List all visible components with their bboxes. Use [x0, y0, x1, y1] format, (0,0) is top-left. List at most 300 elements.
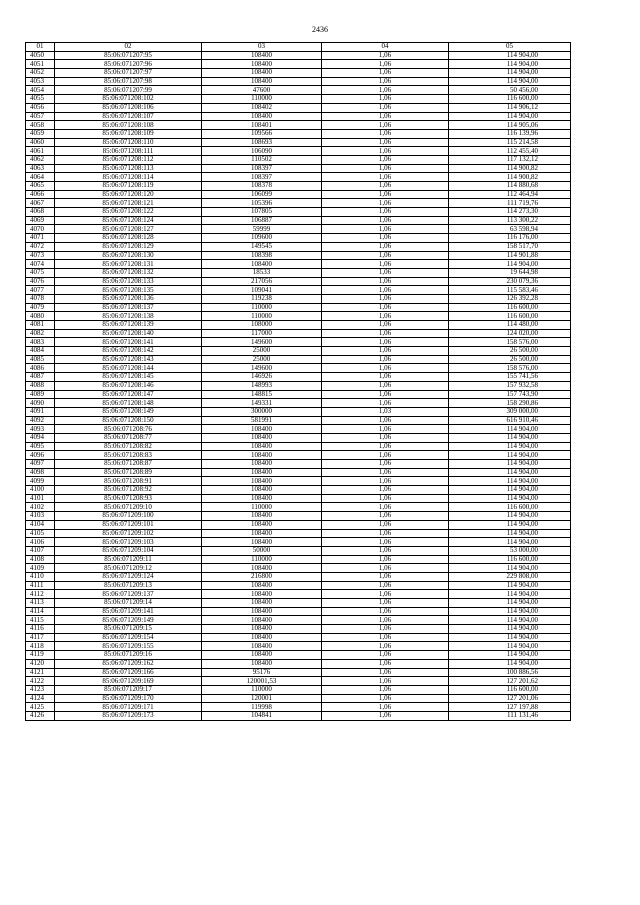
- coefficient-cell: 1,06: [322, 529, 449, 538]
- amount-cell: 114 905,06: [449, 121, 571, 130]
- row-number-cell: 4111: [26, 581, 55, 590]
- row-number-cell: 4110: [26, 572, 55, 581]
- cadastral-number-cell: 85:06:071208:131: [55, 260, 202, 269]
- value-cell: 108400: [202, 468, 322, 477]
- coefficient-cell: 1,06: [322, 242, 449, 251]
- coefficient-cell: 1,06: [322, 173, 449, 182]
- value-cell: 119998: [202, 703, 322, 712]
- coefficient-cell: 1,06: [322, 321, 449, 330]
- row-number-cell: 4051: [26, 60, 55, 69]
- table-row: [26, 338, 571, 347]
- table-row: [26, 173, 571, 182]
- cadastral-number-cell: 85:06:071208:144: [55, 364, 202, 373]
- row-number-cell: 4086: [26, 364, 55, 373]
- value-cell: 106099: [202, 190, 322, 199]
- coefficient-cell: 1,06: [322, 460, 449, 469]
- value-cell: 108400: [202, 77, 322, 86]
- value-cell: 109566: [202, 129, 322, 138]
- cadastral-number-cell: 85:06:071209:141: [55, 607, 202, 616]
- coefficient-cell: 1,06: [322, 685, 449, 694]
- value-cell: 581991: [202, 416, 322, 425]
- cadastral-number-cell: 85:06:071208:133: [55, 277, 202, 286]
- row-number-cell: 4091: [26, 407, 55, 416]
- cadastral-number-cell: 85:06:071209:169: [55, 677, 202, 686]
- amount-cell: 116 600,00: [449, 95, 571, 104]
- row-number-cell: 4080: [26, 312, 55, 321]
- table-row: [26, 416, 571, 425]
- row-number-cell: 4068: [26, 208, 55, 217]
- cadastral-number-cell: 85:06:071208:92: [55, 486, 202, 495]
- value-cell: 109041: [202, 286, 322, 295]
- value-cell: 108400: [202, 460, 322, 469]
- value-cell: 108400: [202, 581, 322, 590]
- table-row: [26, 520, 571, 529]
- row-number-cell: 4109: [26, 564, 55, 573]
- coefficient-cell: 1,06: [322, 69, 449, 78]
- coefficient-cell: 1,06: [322, 312, 449, 321]
- coefficient-cell: 1,06: [322, 633, 449, 642]
- row-number-cell: 4103: [26, 512, 55, 521]
- amount-cell: 114 904,00: [449, 590, 571, 599]
- value-cell: 104841: [202, 711, 322, 720]
- value-cell: 105396: [202, 199, 322, 208]
- row-number-cell: 4079: [26, 303, 55, 312]
- row-number-cell: 4126: [26, 711, 55, 720]
- value-cell: 108397: [202, 164, 322, 173]
- coefficient-cell: 1,06: [322, 416, 449, 425]
- amount-cell: 114 904,00: [449, 659, 571, 668]
- amount-cell: 114 904,00: [449, 633, 571, 642]
- amount-cell: 126 392,28: [449, 294, 571, 303]
- row-number-cell: 4116: [26, 625, 55, 634]
- amount-cell: 114 904,00: [449, 512, 571, 521]
- cadastral-number-cell: 85:06:071209:162: [55, 659, 202, 668]
- value-cell: 108397: [202, 173, 322, 182]
- coefficient-cell: 1,06: [322, 138, 449, 147]
- value-cell: 95176: [202, 668, 322, 677]
- table-row: [26, 216, 571, 225]
- amount-cell: 113 300,22: [449, 216, 571, 225]
- row-number-cell: 4050: [26, 51, 55, 60]
- row-number-cell: 4059: [26, 129, 55, 138]
- value-cell: 108401: [202, 121, 322, 130]
- coefficient-cell: 1,06: [322, 373, 449, 382]
- amount-cell: 157 743,90: [449, 390, 571, 399]
- coefficient-cell: 1,06: [322, 442, 449, 451]
- cadastral-number-cell: 85:06:071209:15: [55, 625, 202, 634]
- cadastral-number-cell: 85:06:071208:149: [55, 407, 202, 416]
- value-cell: 25000: [202, 347, 322, 356]
- row-number-cell: 4090: [26, 399, 55, 408]
- value-cell: 149545: [202, 242, 322, 251]
- row-number-cell: 4120: [26, 659, 55, 668]
- cadastral-number-cell: 85:06:071209:16: [55, 651, 202, 660]
- coefficient-cell: 1,06: [322, 147, 449, 156]
- value-cell: 108400: [202, 486, 322, 495]
- cadastral-number-cell: 85:06:071208:148: [55, 399, 202, 408]
- value-cell: 149600: [202, 338, 322, 347]
- cadastral-number-cell: 85:06:071209:124: [55, 572, 202, 581]
- value-cell: 149600: [202, 364, 322, 373]
- coefficient-cell: 1,06: [322, 225, 449, 234]
- table-row: [26, 69, 571, 78]
- table-row: [26, 564, 571, 573]
- coefficient-cell: 1,06: [322, 581, 449, 590]
- value-cell: 108400: [202, 538, 322, 547]
- amount-cell: 127 197,88: [449, 703, 571, 712]
- value-cell: 108378: [202, 182, 322, 191]
- value-cell: 106090: [202, 147, 322, 156]
- value-cell: 108400: [202, 659, 322, 668]
- row-number-cell: 4064: [26, 173, 55, 182]
- coefficient-cell: 1,06: [322, 303, 449, 312]
- row-number-cell: 4115: [26, 616, 55, 625]
- row-number-cell: 4114: [26, 607, 55, 616]
- row-number-cell: 4106: [26, 538, 55, 547]
- cadastral-number-cell: 85:06:071208:147: [55, 390, 202, 399]
- coefficient-cell: 1,06: [322, 129, 449, 138]
- value-cell: 108400: [202, 433, 322, 442]
- table-row: [26, 381, 571, 390]
- coefficient-cell: 1,06: [322, 546, 449, 555]
- row-number-cell: 4077: [26, 286, 55, 295]
- row-number-cell: 4073: [26, 251, 55, 260]
- cadastral-number-cell: 85:06:071207:97: [55, 69, 202, 78]
- value-cell: 108693: [202, 138, 322, 147]
- value-cell: 149331: [202, 399, 322, 408]
- amount-cell: 114 904,00: [449, 468, 571, 477]
- table-header-row: [26, 43, 571, 52]
- table-row: [26, 477, 571, 486]
- amount-cell: 158 576,00: [449, 364, 571, 373]
- cadastral-number-cell: 85:06:071208:145: [55, 373, 202, 382]
- coefficient-cell: 1,06: [322, 182, 449, 191]
- table-row: [26, 138, 571, 147]
- amount-cell: 116 600,00: [449, 685, 571, 694]
- value-cell: 25000: [202, 355, 322, 364]
- amount-cell: 117 132,12: [449, 155, 571, 164]
- amount-cell: 114 904,00: [449, 51, 571, 60]
- table-row: [26, 442, 571, 451]
- table-row: [26, 364, 571, 373]
- cadastral-number-cell: 85:06:071208:106: [55, 103, 202, 112]
- row-number-cell: 4093: [26, 425, 55, 434]
- column-header-04: 04: [322, 43, 449, 52]
- value-cell: 216800: [202, 572, 322, 581]
- amount-cell: 114 904,00: [449, 260, 571, 269]
- row-number-cell: 4102: [26, 503, 55, 512]
- amount-cell: 127 201,62: [449, 677, 571, 686]
- coefficient-cell: 1,06: [322, 503, 449, 512]
- row-number-cell: 4055: [26, 95, 55, 104]
- coefficient-cell: 1,06: [322, 694, 449, 703]
- table-row: [26, 625, 571, 634]
- cadastral-number-cell: 85:06:071209:173: [55, 711, 202, 720]
- row-number-cell: 4094: [26, 433, 55, 442]
- table-row: [26, 286, 571, 295]
- table-row: [26, 147, 571, 156]
- row-number-cell: 4124: [26, 694, 55, 703]
- value-cell: 108400: [202, 625, 322, 634]
- table-row: [26, 651, 571, 660]
- amount-cell: 114 906,12: [449, 103, 571, 112]
- coefficient-cell: 1,06: [322, 607, 449, 616]
- value-cell: 106887: [202, 216, 322, 225]
- table-row: [26, 425, 571, 434]
- row-number-cell: 4058: [26, 121, 55, 130]
- value-cell: 108000: [202, 321, 322, 330]
- value-cell: 108400: [202, 477, 322, 486]
- coefficient-cell: 1,06: [322, 425, 449, 434]
- table-row: [26, 312, 571, 321]
- coefficient-cell: 1,06: [322, 616, 449, 625]
- coefficient-cell: 1,03: [322, 407, 449, 416]
- coefficient-cell: 1,06: [322, 494, 449, 503]
- value-cell: 59999: [202, 225, 322, 234]
- coefficient-cell: 1,06: [322, 208, 449, 217]
- row-number-cell: 4083: [26, 338, 55, 347]
- row-number-cell: 4097: [26, 460, 55, 469]
- value-cell: 108400: [202, 51, 322, 60]
- coefficient-cell: 1,06: [322, 51, 449, 60]
- table-row: [26, 242, 571, 251]
- value-cell: 108400: [202, 607, 322, 616]
- cadastral-number-cell: 85:06:071209:154: [55, 633, 202, 642]
- cadastral-number-cell: 85:06:071209:149: [55, 616, 202, 625]
- cadastral-number-cell: 85:06:071208:82: [55, 442, 202, 451]
- row-number-cell: 4100: [26, 486, 55, 495]
- table-row: [26, 390, 571, 399]
- row-number-cell: 4082: [26, 329, 55, 338]
- amount-cell: 114 904,00: [449, 494, 571, 503]
- amount-cell: 111 131,46: [449, 711, 571, 720]
- coefficient-cell: 1,06: [322, 103, 449, 112]
- cadastral-number-cell: 85:06:071207:98: [55, 77, 202, 86]
- value-cell: 108400: [202, 112, 322, 121]
- value-cell: 108400: [202, 599, 322, 608]
- amount-cell: 114 904,00: [449, 69, 571, 78]
- value-cell: 300000: [202, 407, 322, 416]
- table-row: [26, 685, 571, 694]
- amount-cell: 114 900,82: [449, 173, 571, 182]
- value-cell: 108400: [202, 633, 322, 642]
- amount-cell: 158 576,00: [449, 338, 571, 347]
- amount-cell: 158 517,70: [449, 242, 571, 251]
- cadastral-number-cell: 85:06:071208:120: [55, 190, 202, 199]
- table-row: [26, 694, 571, 703]
- table-row: [26, 677, 571, 686]
- table-row: [26, 581, 571, 590]
- amount-cell: 116 600,00: [449, 303, 571, 312]
- row-number-cell: 4078: [26, 294, 55, 303]
- coefficient-cell: 1,06: [322, 234, 449, 243]
- table-row: [26, 599, 571, 608]
- row-number-cell: 4057: [26, 112, 55, 121]
- row-number-cell: 4071: [26, 234, 55, 243]
- row-number-cell: 4062: [26, 155, 55, 164]
- table-row: [26, 433, 571, 442]
- cadastral-number-cell: 85:06:071208:108: [55, 121, 202, 130]
- cadastral-number-cell: 85:06:071208:113: [55, 164, 202, 173]
- row-number-cell: 4081: [26, 321, 55, 330]
- coefficient-cell: 1,06: [322, 355, 449, 364]
- cadastral-number-cell: 85:06:071209:100: [55, 512, 202, 521]
- cadastral-number-cell: 85:06:071208:121: [55, 199, 202, 208]
- amount-cell: 114 880,68: [449, 182, 571, 191]
- value-cell: 108400: [202, 529, 322, 538]
- row-number-cell: 4089: [26, 390, 55, 399]
- cadastral-number-cell: 85:06:071208:119: [55, 182, 202, 191]
- value-cell: 108402: [202, 103, 322, 112]
- cadastral-number-cell: 85:06:071208:137: [55, 303, 202, 312]
- coefficient-cell: 1,06: [322, 642, 449, 651]
- amount-cell: 116 176,00: [449, 234, 571, 243]
- coefficient-cell: 1,06: [322, 590, 449, 599]
- amount-cell: 26 500,00: [449, 347, 571, 356]
- coefficient-cell: 1,06: [322, 659, 449, 668]
- cadastral-number-cell: 85:06:071208:127: [55, 225, 202, 234]
- value-cell: 108400: [202, 590, 322, 599]
- cadastral-number-cell: 85:06:071208:142: [55, 347, 202, 356]
- cadastral-number-cell: 85:06:071209:102: [55, 529, 202, 538]
- table-row: [26, 355, 571, 364]
- amount-cell: 114 900,82: [449, 164, 571, 173]
- coefficient-cell: 1,06: [322, 95, 449, 104]
- row-number-cell: 4095: [26, 442, 55, 451]
- coefficient-cell: 1,06: [322, 329, 449, 338]
- cadastral-number-cell: 85:06:071208:141: [55, 338, 202, 347]
- coefficient-cell: 1,06: [322, 651, 449, 660]
- table-row: [26, 703, 571, 712]
- amount-cell: 114 904,00: [449, 433, 571, 442]
- value-cell: 108400: [202, 494, 322, 503]
- table-row: [26, 121, 571, 130]
- coefficient-cell: 1,06: [322, 468, 449, 477]
- value-cell: 120001,53: [202, 677, 322, 686]
- cadastral-number-cell: 85:06:071208:110: [55, 138, 202, 147]
- value-cell: 119238: [202, 294, 322, 303]
- value-cell: 107805: [202, 208, 322, 217]
- coefficient-cell: 1,06: [322, 216, 449, 225]
- coefficient-cell: 1,06: [322, 286, 449, 295]
- row-number-cell: 4076: [26, 277, 55, 286]
- amount-cell: 114 904,00: [449, 486, 571, 495]
- table-row: [26, 546, 571, 555]
- coefficient-cell: 1,06: [322, 364, 449, 373]
- row-number-cell: 4074: [26, 260, 55, 269]
- value-cell: 217056: [202, 277, 322, 286]
- cadastral-number-cell: 85:06:071209:11: [55, 555, 202, 564]
- row-number-cell: 4113: [26, 599, 55, 608]
- amount-cell: 116 139,96: [449, 129, 571, 138]
- row-number-cell: 4053: [26, 77, 55, 86]
- value-cell: 120001: [202, 694, 322, 703]
- amount-cell: 616 910,46: [449, 416, 571, 425]
- coefficient-cell: 1,06: [322, 451, 449, 460]
- coefficient-cell: 1,06: [322, 251, 449, 260]
- coefficient-cell: 1,06: [322, 155, 449, 164]
- table-row: [26, 590, 571, 599]
- value-cell: 110000: [202, 303, 322, 312]
- value-cell: 110000: [202, 685, 322, 694]
- table-row: [26, 468, 571, 477]
- amount-cell: 114 904,00: [449, 529, 571, 538]
- row-number-cell: 4067: [26, 199, 55, 208]
- coefficient-cell: 1,06: [322, 112, 449, 121]
- amount-cell: 114 904,00: [449, 538, 571, 547]
- amount-cell: 114 904,00: [449, 642, 571, 651]
- amount-cell: 114 480,00: [449, 321, 571, 330]
- coefficient-cell: 1,06: [322, 164, 449, 173]
- table-row: [26, 668, 571, 677]
- coefficient-cell: 1,06: [322, 538, 449, 547]
- coefficient-cell: 1,06: [322, 260, 449, 269]
- row-number-cell: 4061: [26, 147, 55, 156]
- amount-cell: 114 904,00: [449, 77, 571, 86]
- value-cell: 148815: [202, 390, 322, 399]
- coefficient-cell: 1,06: [322, 277, 449, 286]
- amount-cell: 114 904,00: [449, 425, 571, 434]
- cadastral-number-cell: 85:06:071208:83: [55, 451, 202, 460]
- cadastral-number-cell: 85:06:071208:122: [55, 208, 202, 217]
- table-row: [26, 572, 571, 581]
- table-row: [26, 538, 571, 547]
- value-cell: 108400: [202, 616, 322, 625]
- table-row: [26, 199, 571, 208]
- cadastral-number-cell: 85:06:071207:96: [55, 60, 202, 69]
- coefficient-cell: 1,06: [322, 86, 449, 95]
- table-row: [26, 303, 571, 312]
- coefficient-cell: 1,06: [322, 599, 449, 608]
- coefficient-cell: 1,06: [322, 564, 449, 573]
- table-row: [26, 60, 571, 69]
- amount-cell: 26 500,00: [449, 355, 571, 364]
- coefficient-cell: 1,06: [322, 347, 449, 356]
- table-row: [26, 399, 571, 408]
- coefficient-cell: 1,06: [322, 268, 449, 277]
- table-row: [26, 294, 571, 303]
- cadastral-number-cell: 85:06:071208:111: [55, 147, 202, 156]
- cadastral-number-cell: 85:06:071208:107: [55, 112, 202, 121]
- value-cell: 109600: [202, 234, 322, 243]
- row-number-cell: 4098: [26, 468, 55, 477]
- amount-cell: 114 904,00: [449, 451, 571, 460]
- cadastral-number-cell: 85:06:071208:150: [55, 416, 202, 425]
- coefficient-cell: 1,06: [322, 625, 449, 634]
- row-number-cell: 4088: [26, 381, 55, 390]
- amount-cell: 114 273,30: [449, 208, 571, 217]
- amount-cell: 127 201,06: [449, 694, 571, 703]
- coefficient-cell: 1,06: [322, 677, 449, 686]
- coefficient-cell: 1,06: [322, 572, 449, 581]
- row-number-cell: 4119: [26, 651, 55, 660]
- table-row: [26, 529, 571, 538]
- cadastral-number-cell: 85:06:071208:76: [55, 425, 202, 434]
- coefficient-cell: 1,06: [322, 381, 449, 390]
- value-cell: 108400: [202, 512, 322, 521]
- amount-cell: 50 456,00: [449, 86, 571, 95]
- value-cell: 110000: [202, 95, 322, 104]
- cadastral-number-cell: 85:06:071209:17: [55, 685, 202, 694]
- row-number-cell: 4069: [26, 216, 55, 225]
- amount-cell: 114 904,00: [449, 607, 571, 616]
- coefficient-cell: 1,06: [322, 486, 449, 495]
- table-row: [26, 260, 571, 269]
- table-row: [26, 347, 571, 356]
- coefficient-cell: 1,06: [322, 199, 449, 208]
- column-header-03: 03: [202, 43, 322, 52]
- amount-cell: 124 020,00: [449, 329, 571, 338]
